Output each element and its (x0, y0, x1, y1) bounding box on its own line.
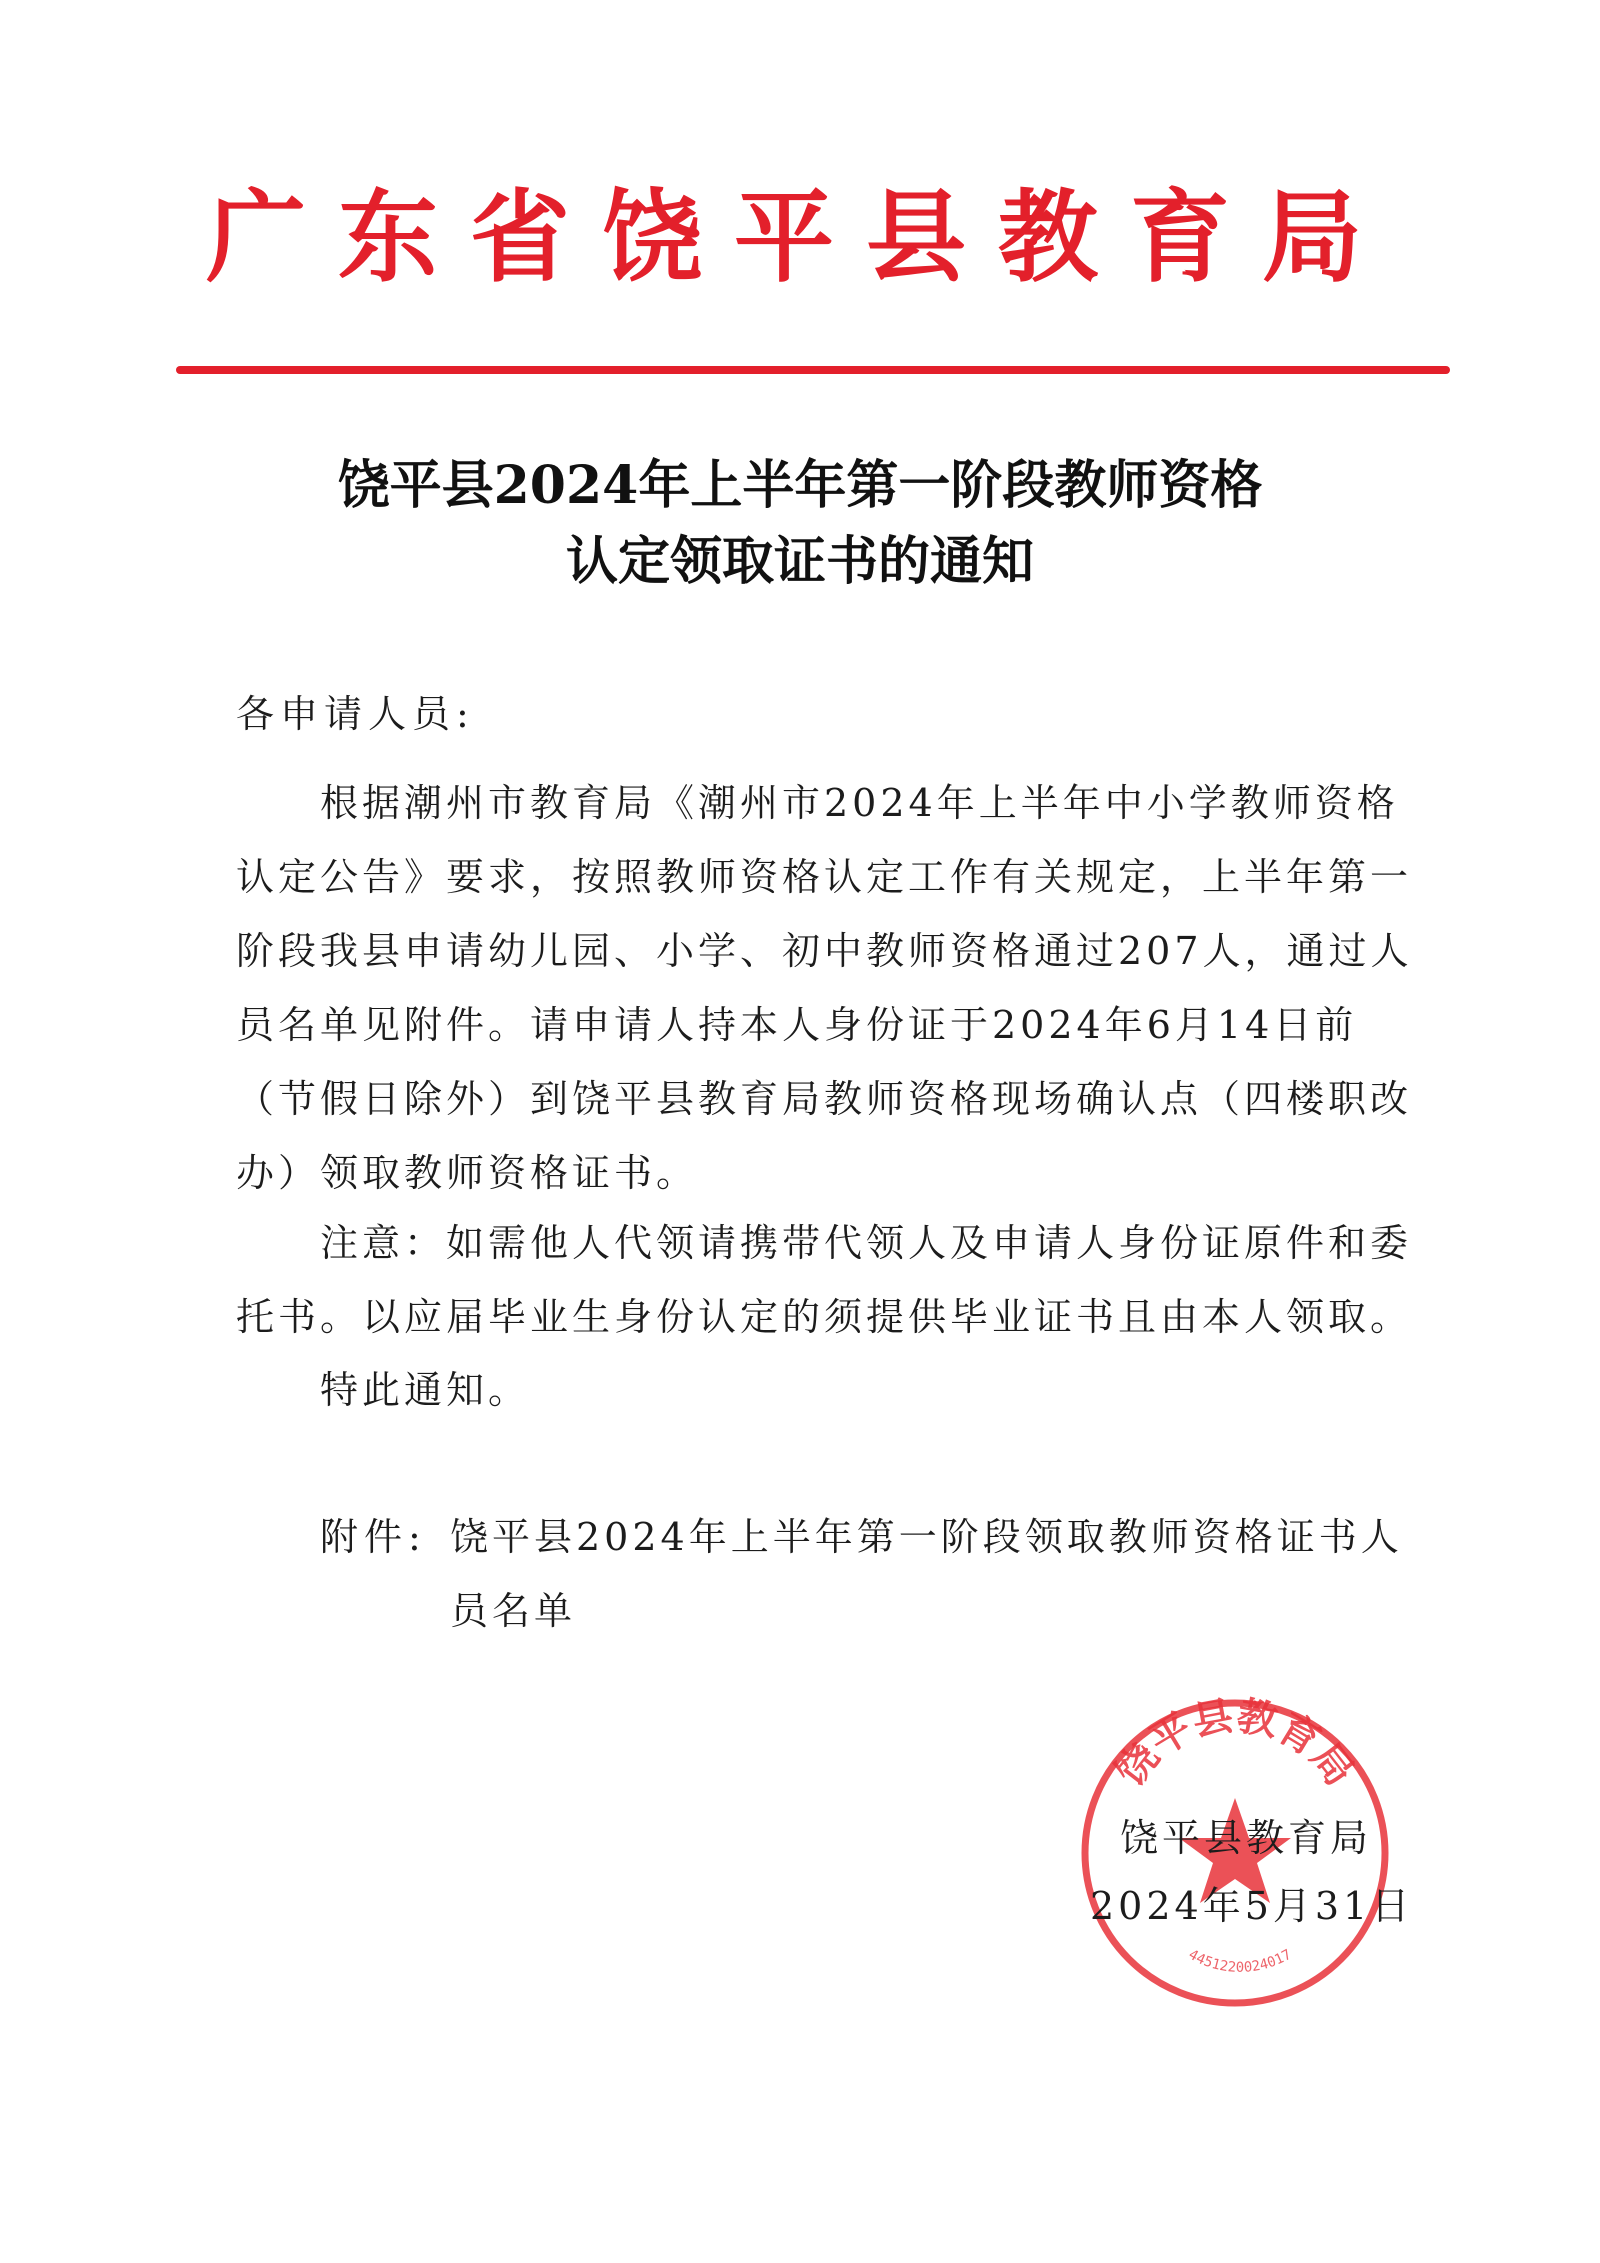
closing-line: 特此通知。 (320, 1368, 531, 1412)
seal-code: 4451220024017 (1185, 1946, 1295, 1976)
svg-text:4451220024017 (1186, 1947, 1295, 1976)
header-divider (176, 366, 1450, 374)
agency-header: 广东省饶平县教育局 (206, 179, 1394, 296)
attachment-label: 附件: (320, 1515, 427, 1559)
notice-title-line-1: 饶平县2024年上半年第一阶段教师资格 (337, 455, 1263, 516)
body-paragraph-2: 注意：如需他人代领请携带代领人及申请人身份证原件和委托书。以应届毕业生身份认定的须提供毕业证书且由本人领取。 (236, 1221, 1413, 1339)
salutation: 各申请人员: (236, 692, 475, 736)
signature-organization: 饶平县教育局 (1120, 1816, 1373, 1860)
notice-title-line-2: 认定领取证书的通知 (565, 531, 1034, 592)
svg-text:饶平县教育局 (1107, 1693, 1362, 1795)
seal-text: 饶平县教育局 (1107, 1693, 1363, 1795)
body-paragraph-1: 根据潮州市教育局《潮州市2024年上半年中小学教师资格认定公告》要求，按照教师资格认定工作有关规定，上半年第一阶段我县申请幼儿园、小学、初中教师资格通过207人，通过人员名单见附件。请申请人持本人身份证于2024年6月14日前（节假日除外）到饶平县教育局教师资格现场确认点（四楼职改办）领取教师资格证书。 (236, 781, 1413, 1195)
signature-date: 2024年5月31日 (1090, 1884, 1414, 1928)
attachment-text: 饶平县2024年上半年第一阶段领取教师资格证书人员名单 (450, 1515, 1403, 1633)
